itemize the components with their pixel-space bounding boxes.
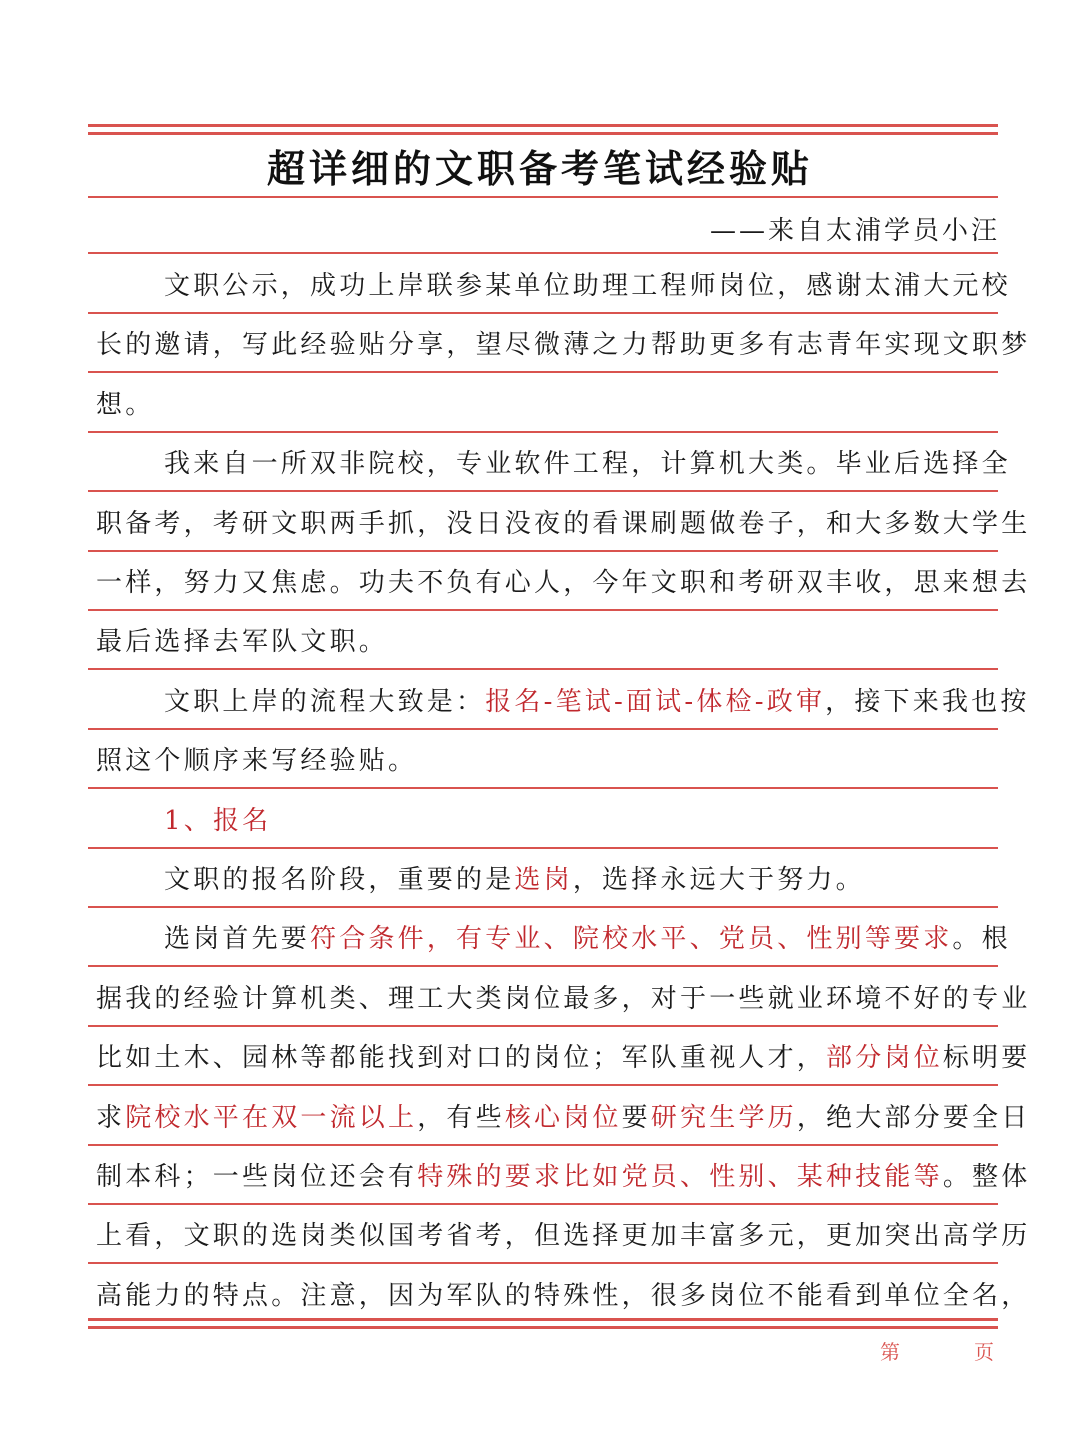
text-line	[96, 504, 1031, 544]
ruled-line	[88, 847, 998, 849]
text-line	[96, 979, 1031, 1019]
text-line	[96, 266, 1079, 306]
emphasis-text: 研究生学历	[650, 1102, 797, 1133]
ruled-line	[88, 550, 998, 552]
text-line	[96, 1276, 1031, 1316]
emphasis-text: 1、报名	[164, 805, 272, 836]
emphasis-text: 报名-笔试-面试-体检-政审	[485, 686, 826, 717]
text-segment: 制本科；一些岗位还会有	[96, 1162, 418, 1192]
ruled-line	[88, 609, 998, 611]
emphasis-text: 选岗	[514, 865, 573, 895]
text-line	[96, 1038, 1031, 1078]
text-segment: 据我的经验计算机类、理工大类岗位最多，对于一些就业环境不好的专业	[96, 983, 1031, 1014]
byline: ——来自太浦学员小汪	[709, 216, 1000, 246]
ruled-line	[88, 906, 998, 908]
text-line	[96, 385, 1011, 425]
ruled-line	[88, 1025, 998, 1027]
text-line	[96, 444, 1079, 484]
text-segment: 文职公示，成功上岸联参某单位助理工程师岗位，感谢太浦大元校	[164, 271, 1011, 301]
emphasis-text: 院校水平在双一流以上	[125, 1102, 418, 1133]
text-segment: 求	[96, 1102, 126, 1133]
emphasis-text: 部分岗位	[826, 1043, 943, 1074]
top-rule-1	[88, 124, 998, 127]
ruled-line	[88, 728, 998, 730]
ruled-line	[88, 1144, 998, 1146]
text-segment: ，有些	[417, 1102, 505, 1133]
text-segment: 高能力的特点。注意，因为军队的特殊性，很多岗位不能看到单位全名，	[96, 1280, 1031, 1311]
text-segment: 我来自一所双非院校，专业软件工程，计算机大类。毕业后选择全	[164, 449, 1011, 480]
top-rule-2	[88, 132, 998, 135]
ruled-line	[88, 1262, 998, 1264]
text-line	[96, 741, 1011, 781]
emphasis-text: 特殊的要求比如党员、性别、某种技能等	[417, 1162, 943, 1192]
text-segment: 最后选择去军队文职。	[96, 627, 389, 658]
text-segment: 上看，文职的选岗类似国考省考，但选择更加丰富多元，更加突出高学历	[96, 1221, 1031, 1252]
text-segment: 文职上岸的流程大致是：	[164, 686, 486, 717]
text-segment: 文职的报名阶段，重要的是	[164, 865, 515, 895]
text-segment: ，绝大部分要全日	[796, 1102, 1031, 1133]
text-segment: 标明要	[942, 1043, 1031, 1074]
bottom-rule-1	[88, 1318, 998, 1321]
text-segment: 比如土木、园林等都能找到对口的岗位；军队重视人才，	[96, 1043, 827, 1074]
text-line	[96, 563, 1031, 603]
text-segment: 选岗首先要	[164, 924, 311, 955]
text-line	[96, 622, 1011, 662]
ruled-line	[88, 196, 998, 198]
text-segment: 。整体	[942, 1162, 1031, 1192]
text-segment: 职备考，考研文职两手抓，没日没夜的看课刷题做卷子，和大多数大学生	[96, 508, 1031, 539]
ruled-line	[88, 1084, 998, 1086]
text-segment: ，接下来我也按	[825, 686, 1030, 717]
text-segment: 一样，努力又焦虑。功夫不负有心人，今年文职和考研双丰收，思来想去	[96, 568, 1031, 598]
text-line	[96, 1098, 1031, 1138]
text-line	[96, 682, 1079, 722]
page-title: 超详细的文职备考笔试经验贴	[266, 146, 813, 191]
text-line	[96, 919, 1079, 959]
ruled-line	[88, 371, 998, 373]
text-line	[96, 1157, 1031, 1197]
text-segment: 要	[621, 1102, 651, 1133]
text-segment: ，选择永远大于努力。	[572, 865, 865, 895]
ruled-line	[88, 490, 998, 492]
ruled-line	[88, 787, 998, 789]
text-line	[96, 325, 1031, 365]
text-segment: 照这个顺序来写经验贴。	[96, 746, 418, 777]
text-line	[96, 1216, 1031, 1256]
text-line	[96, 801, 1079, 841]
ruled-line	[88, 965, 998, 967]
footer-page-label-left: 第	[880, 1340, 900, 1364]
bottom-rule-2	[88, 1326, 998, 1329]
ruled-line	[88, 312, 998, 314]
text-line	[96, 860, 1079, 900]
ruled-line	[88, 668, 998, 670]
ruled-line	[88, 431, 998, 433]
footer-page-label-right: 页	[974, 1340, 994, 1364]
text-segment: 长的邀请，写此经验贴分享，望尽微薄之力帮助更多有志青年实现文职梦	[96, 330, 1031, 361]
emphasis-text: 符合条件，有专业、院校水平、党员、性别等要求	[310, 924, 953, 955]
text-segment: 。根	[952, 924, 1011, 955]
emphasis-text: 核心岗位	[504, 1102, 622, 1133]
ruled-line	[88, 1203, 998, 1205]
ruled-line	[88, 252, 998, 254]
text-segment: 想。	[96, 389, 155, 420]
